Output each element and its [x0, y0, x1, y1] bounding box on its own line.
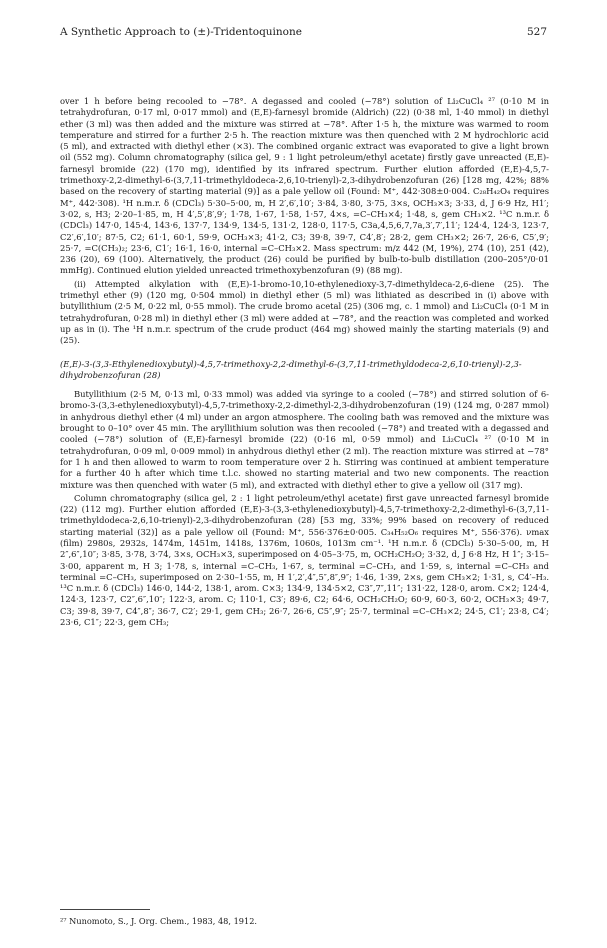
- footnote: ²⁷ Nunomoto, S., J. Org. Chem., 1983, 48, 1912.: [60, 916, 258, 926]
- body-text: [60, 96, 549, 630]
- paragraph-butyllithium: Butyllithium (2·5 M, 0·13 ml, 0·33 mmol) was added via syringe to a cooled (−78°) and stirred solution of 6-bromo-3-(3,3-ethylenedioxybutyl)-4,5,7-trimethoxy-2,2-dimethyl-2,3-dihydrobenzofuran (19) (124 mg, 0·287 mmol) in anhydrous diethyl ether (4 ml) under an argon atmosphere. The cooling bath was removed and the mixture was brought to 0–10° over 45 min. The aryllithium solution was then recooled (−78°) and treated with a degassed and cooled (−78°) solution of (E,E)-farnesyl bromide (22) (0·16 ml, 0·59 mmol) and Li₂CuCl₄ ²⁷ (0·10 M in tetrahydrofuran, 0·09 ml, 0·009 mmol) in anhydrous diethyl ether (2 ml). The reaction mixture was stirred at −78° for 1 h and then allowed to warm to room temperature over 2 h. Stirring was continued at ambient temperature for a further 40 h after which time t.l.c. showed no starting material and two new components. The reaction mixture was then quenched with water (5 ml), and extracted with diethyl ether to give a yellow oil (317 mg).: [60, 389, 549, 490]
- running-title: A Synthetic Approach to (±)-Tridentoquinone: [60, 26, 302, 38]
- footnote-rule: [60, 909, 258, 926]
- section-title: (E,E)-3-(3,3-Ethylenedioxybutyl)-4,5,7-trimethoxy-2,2-dimethyl-6-(3,7,11-trimethyldodeca-2,6,10-trienyl)-2,3-dihydrobenzofuran (28): [60, 358, 522, 380]
- paragraph-procedure-i: over 1 h before being recooled to −78°. A degassed and cooled (−78°) solution of Li₂CuCl₄ ²⁷ (0·10 M in tetrahydrofuran, 0·17 ml, 0·017 mmol) and (E,E)-farnesyl bromide (Aldrich) (22) (0·38 ml, 1·40 mmol) in diethyl ether (3 ml) was then added and the mixture was stirred at −78°. After 1·5 h, the mixture was warmed to room temperature and stirred for a further 2·5 h. The reaction mixture was then quenched with 2 M hydrochloric acid (5 ml), and extracted with diethyl ether (×3). The combined organic extract was evaporated to give a light brown oil (552 mg). Column chromatography (silica gel, 9 : 1 light petroleum/ethyl acetate) firstly gave unreacted (E,E)-farnesyl bromide (22) (170 mg), identified by its infrared spectrum. Further elution afforded (E,E)-4,5,7-trimethoxy-2,2-dimethyl-6-(3,7,11-trimethyldodeca-2,6,10-trienyl)-2,3-dihydrobenzofuran (26) [128 mg, 42%; 88% based on the recovery of starting material (9)] as a pale yellow oil (Found: M⁺, 442·308±0·004. C₂₈H₄₂O₄ requires M⁺, 442·308). ¹H n.m.r. δ (CDCl₃) 5·30–5·00, m, H 2′,6′,10′; 3·84, 3·80, 3·75, 3×s, OCH₃×3; 3·33, d, J 6·9 Hz, H1′; 3·02, s, H3; 2·20–1·85, m, H 4′,5′,8′,9′; 1·78, 1·67, 1·58, 1·57, 4×s, =C–CH₃×4; 1·48, s, gem CH₃×2. ¹³C n.m.r. δ (CDCl₃) 147·0, 145·4, 143·6, 137·7, 134·9, 134·5, 131·2, 128·0, 117·5, C3a,4,5,6,7,7a,3′,7′,11′; 124·4, 124·3, 123·7, C2′,6′,10′; 87·5, C2; 61·1, 60·1, 59·9, OCH₃×3; 41·2, C3; 39·8, 39·7, C4′,8′; 28·2, gem CH₃×2; 26·7, 26·6, C5′,9′; 25·7, =C(CH₃)₂; 23·6, C1′; 16·1, 16·0, internal =C–CH₃×2. Mass spectrum: m/z 442 (M, 19%), 274 (10), 251 (42), 236 (20), 69 (100). Alternatively, the product (26) could be purified by bulb-to-bulb distillation (200–205°/0·01 mmHg). Continued elution yielded unreacted trimethoxybenzofuran (9) (88 mg).: [60, 96, 549, 276]
- page-header: [60, 26, 547, 39]
- paragraph-procedure-ii: (ii) Attempted alkylation with (E,E)-1-bromo-10,10-ethylenedioxy-3,7-dimethyldeca-2,6-diene (25). The trimethyl ether (9) (120 mg, 0·504 mmol) in diethyl ether (5 ml) was lithiated as described in (i) above with butyllithium (2·5 M, 0·22 ml, 0·55 mmol). The crude bromo acetal (25) (306 mg, c. 1 mmol) and Li₂CuCl₄ (0·1 M in tetrahydrofuran, 0·28 ml) in diethyl ether (3 ml) were added at −78°, and the reaction was completed and worked up as in (i). The ¹H n.m.r. spectrum of the crude product (464 mg) showed mainly the starting materials (9) and (25).: [60, 278, 549, 346]
- page-number: 527: [526, 26, 547, 38]
- paragraph-chromatography: Column chromatography (silica gel, 2 : 1 light petroleum/ethyl acetate) first gave unreacted farnesyl bromide (22) (112 mg). Further elution afforded (E,E)-3-(3,3-ethylenedioxybutyl)-4,5,7-trimethoxy-2,2-dimethyl-6-(3,7,11-trimethyldodeca-2,6,10-trienyl)-2,3-dihydrobenzofuran (28) [53 mg, 33%; 99% based on recovery of reduced starting material (32)] as a pale yellow oil (Found: M⁺, 556·376±0·005. C₃₄H₅₂O₆ requires M⁺, 556·376). νmax (film) 2980s, 2932s, 1474m, 1451m, 1418s, 1376m, 1060s, 1013m cm⁻¹. ¹H n.m.r. δ (CDCl₃) 5·30–5·00, m, H 2″,6″,10″; 3·85, 3·78, 3·74, 3×s, OCH₃×3, superimposed on 4·05–3·75, m, OCH₂CH₂O; 3·32, d, J 6·8 Hz, H 1″; 3·15–3·00, apparent m, H 3; 1·78, s, internal =C–CH₃, 1·67, s, terminal =C–CH₃, and 1·59, s, internal =C–CH₃ and terminal =C–CH₃, superimposed on 2·30–1·55, m, H 1′,2′,4″,5″,8″,9″; 1·46, 1·39, 2×s, gem CH₃×2; 1·31, s, C4′–H₃. ¹³C n.m.r. δ (CDCl₃) 146·0, 144·2, 138·1, arom. C×3; 134·9, 134·5×2, C3″,7″,11″; 131·22, 128·0, arom. C×2; 124·4, 124·3, 123·7, C2″,6″,10″; 122·3, arom. C; 110·1, C3′; 89·6, C2; 64·6, OCH₂CH₂O; 60·9, 60·3, 60·2, OCH₃×3; 49·7, C3; 39·8, 39·7, C4″,8″; 36·7, C2′; 29·1, gem CH₃; 26·7, 26·6, C5″,9″; 25·7, terminal =C–CH₃×2; 24·5, C1′; 23·8, C4′; 23·6, C1″; 22·3, gem CH₃;: [60, 492, 549, 628]
